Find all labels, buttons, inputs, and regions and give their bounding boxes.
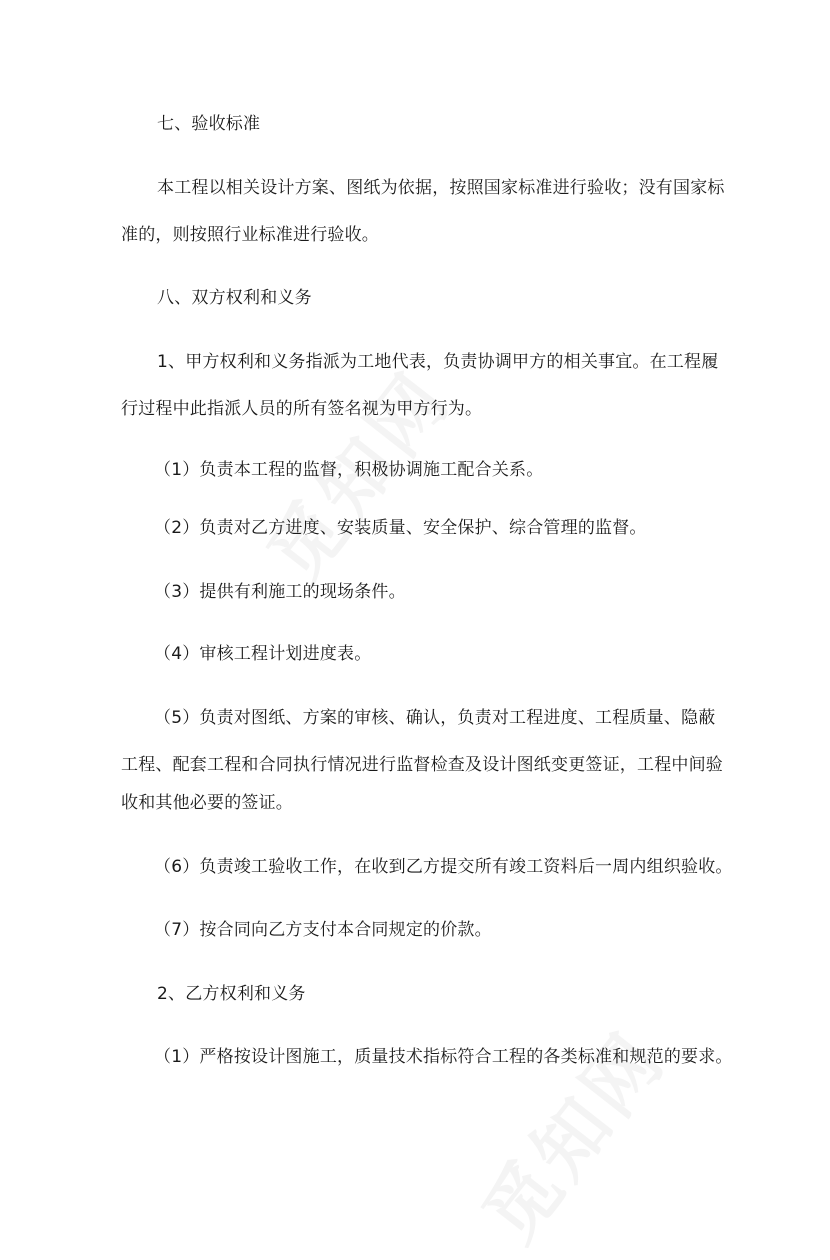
paragraph-line: 本工程以相关设计方案、图纸为依据，按照国家标准进行验收；没有国家标 <box>157 178 725 198</box>
paragraph-line: 收和其他必要的签证。 <box>121 793 293 813</box>
paragraph-line: 行过程中此指派人员的所有签名视为甲方行为。 <box>121 399 483 419</box>
list-item: （1）严格按设计图施工，质量技术指标符合工程的各类标准和规范的要求。 <box>154 1047 733 1067</box>
paragraph-line: 1、甲方权利和义务指派为工地代表，负责协调甲方的相关事宜。在工程履 <box>157 352 719 372</box>
list-item: （3）提供有利施工的现场条件。 <box>154 582 406 602</box>
section-subheading: 2、乙方权利和义务 <box>157 984 306 1004</box>
list-item: （1）负责本工程的监督，积极协调施工配合关系。 <box>154 460 544 480</box>
paragraph-line: 工程、配套工程和合同执行情况进行监督检查及设计图纸变更签证，工程中间验 <box>121 755 723 775</box>
list-item: （4）审核工程计划进度表。 <box>154 644 372 664</box>
section-heading-7: 七、验收标准 <box>157 114 261 134</box>
section-heading-8: 八、双方权利和义务 <box>157 288 312 308</box>
list-item: （2）负责对乙方进度、安装质量、安全保护、综合管理的监督。 <box>154 518 647 538</box>
list-item: （7）按合同向乙方支付本合同规定的价款。 <box>154 920 492 940</box>
list-item: （5）负责对图纸、方案的审核、确认，负责对工程进度、工程质量、隐蔽 <box>154 708 716 728</box>
paragraph-line: 准的，则按照行业标准进行验收。 <box>121 225 379 245</box>
list-item: （6）负责竣工验收工作，在收到乙方提交所有竣工资料后一周内组织验收。 <box>154 857 733 877</box>
watermark-text <box>454 1006 685 1260</box>
